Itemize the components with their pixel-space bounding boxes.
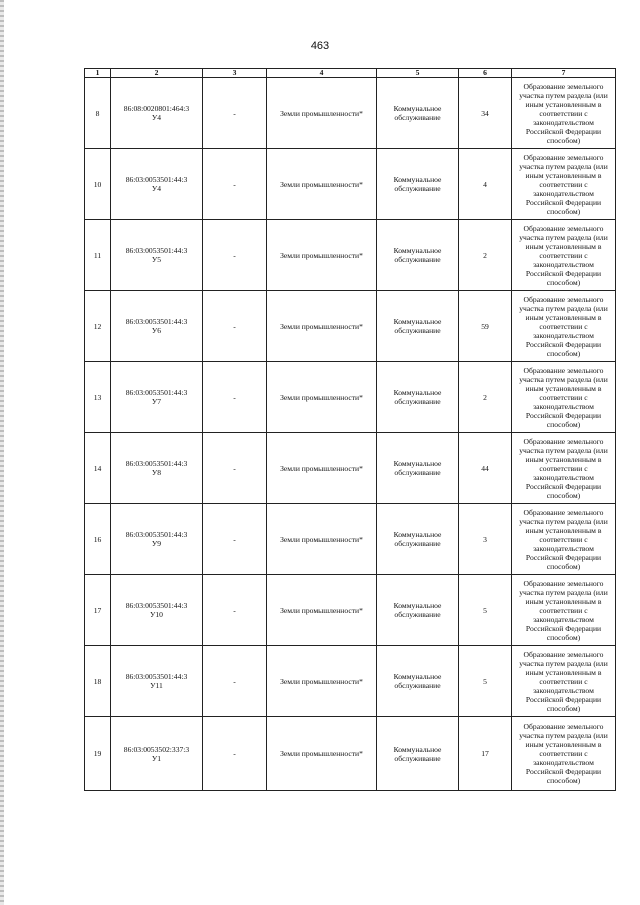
- plot-suffix: У1: [151, 753, 162, 763]
- plot-suffix: У5: [151, 255, 162, 264]
- formation-method: Образование земельного участка путем раздела (или иным установленным в соответствии с законодательством Российской Федерации способом): [512, 646, 616, 717]
- permitted-use: Коммунальное обслуживание: [377, 78, 459, 149]
- cadastral-number: 86:03:0053501:44:3: [125, 601, 188, 610]
- cadastral-number-cell: [111, 433, 203, 504]
- permitted-use: Коммунальное обслуживание: [377, 433, 459, 504]
- area-value: 59: [459, 291, 512, 362]
- column3-value: -: [203, 362, 267, 433]
- cadastral-number-cell: [111, 149, 203, 220]
- formation-method: Образование земельного участка путем раздела (или иным установленным в соответствии с законодательством Российской Федерации способом): [512, 149, 616, 220]
- row-number: 13: [85, 362, 111, 433]
- header-cell: 7: [512, 69, 616, 78]
- row-number: 10: [85, 149, 111, 220]
- column3-value: -: [203, 646, 267, 717]
- permitted-use: Коммунальное обслуживание: [377, 362, 459, 433]
- table-body: [85, 78, 616, 791]
- area-value: 2: [459, 220, 512, 291]
- cadastral-number-cell: [111, 78, 203, 149]
- column3-value: -: [203, 575, 267, 646]
- permitted-use: Коммунальное обслуживание: [377, 504, 459, 575]
- cadastral-number: 86:03:0053501:44:3: [125, 175, 188, 184]
- header-cell: 1: [85, 69, 111, 78]
- cadastral-number: 86:03:0053501:44:3: [125, 672, 188, 681]
- plot-suffix: У9: [151, 539, 162, 548]
- column3-value: -: [203, 504, 267, 575]
- formation-method: Образование земельного участка путем раздела (или иным установленным в соответствии с законодательством Российской Федерации способом): [512, 433, 616, 504]
- cadastral-number-cell: [111, 291, 203, 362]
- formation-method: Образование земельного участка путем раздела (или иным установленным в соответствии с законодательством Российской Федерации способом): [512, 575, 616, 646]
- land-category: Земли промышленности*: [267, 362, 377, 433]
- row-number: 11: [85, 220, 111, 291]
- column3-value: -: [203, 78, 267, 149]
- cadastral-number-cell: [111, 220, 203, 291]
- table-row: [85, 362, 616, 433]
- column3-value: -: [203, 220, 267, 291]
- cadastral-number: 86:03:0053501:44:3: [125, 317, 188, 326]
- land-plots-table: [84, 68, 616, 791]
- page-number: 463: [310, 40, 330, 52]
- formation-method: Образование земельного участка путем раздела (или иным установленным в соответствии с законодательством Российской Федерации способом): [512, 362, 616, 433]
- column3-value: -: [203, 433, 267, 504]
- formation-method: Образование земельного участка путем раздела (или иным установленным в соответствии с законодательством Российской Федерации способом): [512, 717, 616, 791]
- header-cell: 6: [459, 69, 512, 78]
- row-number: 14: [85, 433, 111, 504]
- permitted-use: Коммунальное обслуживание: [377, 291, 459, 362]
- row-number: 17: [85, 575, 111, 646]
- area-value: 44: [459, 433, 512, 504]
- area-value: 5: [459, 575, 512, 646]
- table-row: [85, 78, 616, 149]
- header-cell: 3: [203, 69, 267, 78]
- land-category: Земли промышленности*: [267, 717, 377, 791]
- land-category: Земли промышленности*: [267, 78, 377, 149]
- column3-value: -: [203, 717, 267, 791]
- row-number: 19: [85, 717, 111, 791]
- table-row: [85, 149, 616, 220]
- permitted-use: Коммунальное обслуживание: [377, 717, 459, 791]
- land-category: Земли промышленности*: [267, 504, 377, 575]
- area-value: 3: [459, 504, 512, 575]
- permitted-use: Коммунальное обслуживание: [377, 220, 459, 291]
- cadastral-number: 86:03:0053502:337:3: [123, 744, 190, 754]
- area-value: 34: [459, 78, 512, 149]
- formation-method: Образование земельного участка путем раздела (или иным установленным в соответствии с законодательством Российской Федерации способом): [512, 504, 616, 575]
- plot-suffix: У4: [151, 113, 162, 122]
- column3-value: -: [203, 149, 267, 220]
- land-category: Земли промышленности*: [267, 149, 377, 220]
- table-row: [85, 433, 616, 504]
- table-row: [85, 646, 616, 717]
- plot-suffix: У8: [151, 468, 162, 477]
- scan-edge: [0, 0, 4, 905]
- row-number: 18: [85, 646, 111, 717]
- cadastral-number-cell: [111, 717, 203, 791]
- plot-suffix: У10: [150, 610, 163, 619]
- land-category: Земли промышленности*: [267, 433, 377, 504]
- row-number: 16: [85, 504, 111, 575]
- area-value: 17: [459, 717, 512, 791]
- cadastral-number-cell: [111, 575, 203, 646]
- header-cell: 5: [377, 69, 459, 78]
- plot-suffix: У6: [151, 326, 162, 335]
- formation-method: Образование земельного участка путем раздела (или иным установленным в соответствии с законодательством Российской Федерации способом): [512, 220, 616, 291]
- cadastral-number: 86:03:0053501:44:3: [125, 530, 188, 539]
- column3-value: -: [203, 291, 267, 362]
- cadastral-number: 86:03:0053501:44:3: [125, 246, 188, 255]
- land-category: Земли промышленности*: [267, 291, 377, 362]
- row-number: 12: [85, 291, 111, 362]
- header-cell: 2: [111, 69, 203, 78]
- area-value: 4: [459, 149, 512, 220]
- area-value: 5: [459, 646, 512, 717]
- table-row: [85, 575, 616, 646]
- plot-suffix: У11: [150, 681, 163, 690]
- land-category: Земли промышленности*: [267, 575, 377, 646]
- table-header: [85, 69, 616, 78]
- table-row: [85, 717, 616, 791]
- table-row: [85, 291, 616, 362]
- table-row: [85, 220, 616, 291]
- cadastral-number-cell: [111, 362, 203, 433]
- table-row: [85, 504, 616, 575]
- cadastral-number: 86:03:0053501:44:3: [125, 459, 188, 468]
- plot-suffix: У7: [151, 397, 162, 406]
- permitted-use: Коммунальное обслуживание: [377, 149, 459, 220]
- permitted-use: Коммунальное обслуживание: [377, 646, 459, 717]
- cadastral-number-cell: [111, 504, 203, 575]
- land-category: Земли промышленности*: [267, 646, 377, 717]
- permitted-use: Коммунальное обслуживание: [377, 575, 459, 646]
- row-number: 8: [85, 78, 111, 149]
- header-cell: 4: [267, 69, 377, 78]
- plot-suffix: У4: [151, 184, 162, 193]
- land-category: Земли промышленности*: [267, 220, 377, 291]
- cadastral-number-cell: [111, 646, 203, 717]
- formation-method: Образование земельного участка путем раздела (или иным установленным в соответствии с законодательством Российской Федерации способом): [512, 291, 616, 362]
- cadastral-number: 86:03:0053501:44:3: [125, 388, 188, 397]
- cadastral-number: 86:08:0020801:464:3: [123, 104, 190, 113]
- area-value: 2: [459, 362, 512, 433]
- formation-method: Образование земельного участка путем раздела (или иным установленным в соответствии с законодательством Российской Федерации способом): [512, 78, 616, 149]
- header-row: [85, 69, 616, 78]
